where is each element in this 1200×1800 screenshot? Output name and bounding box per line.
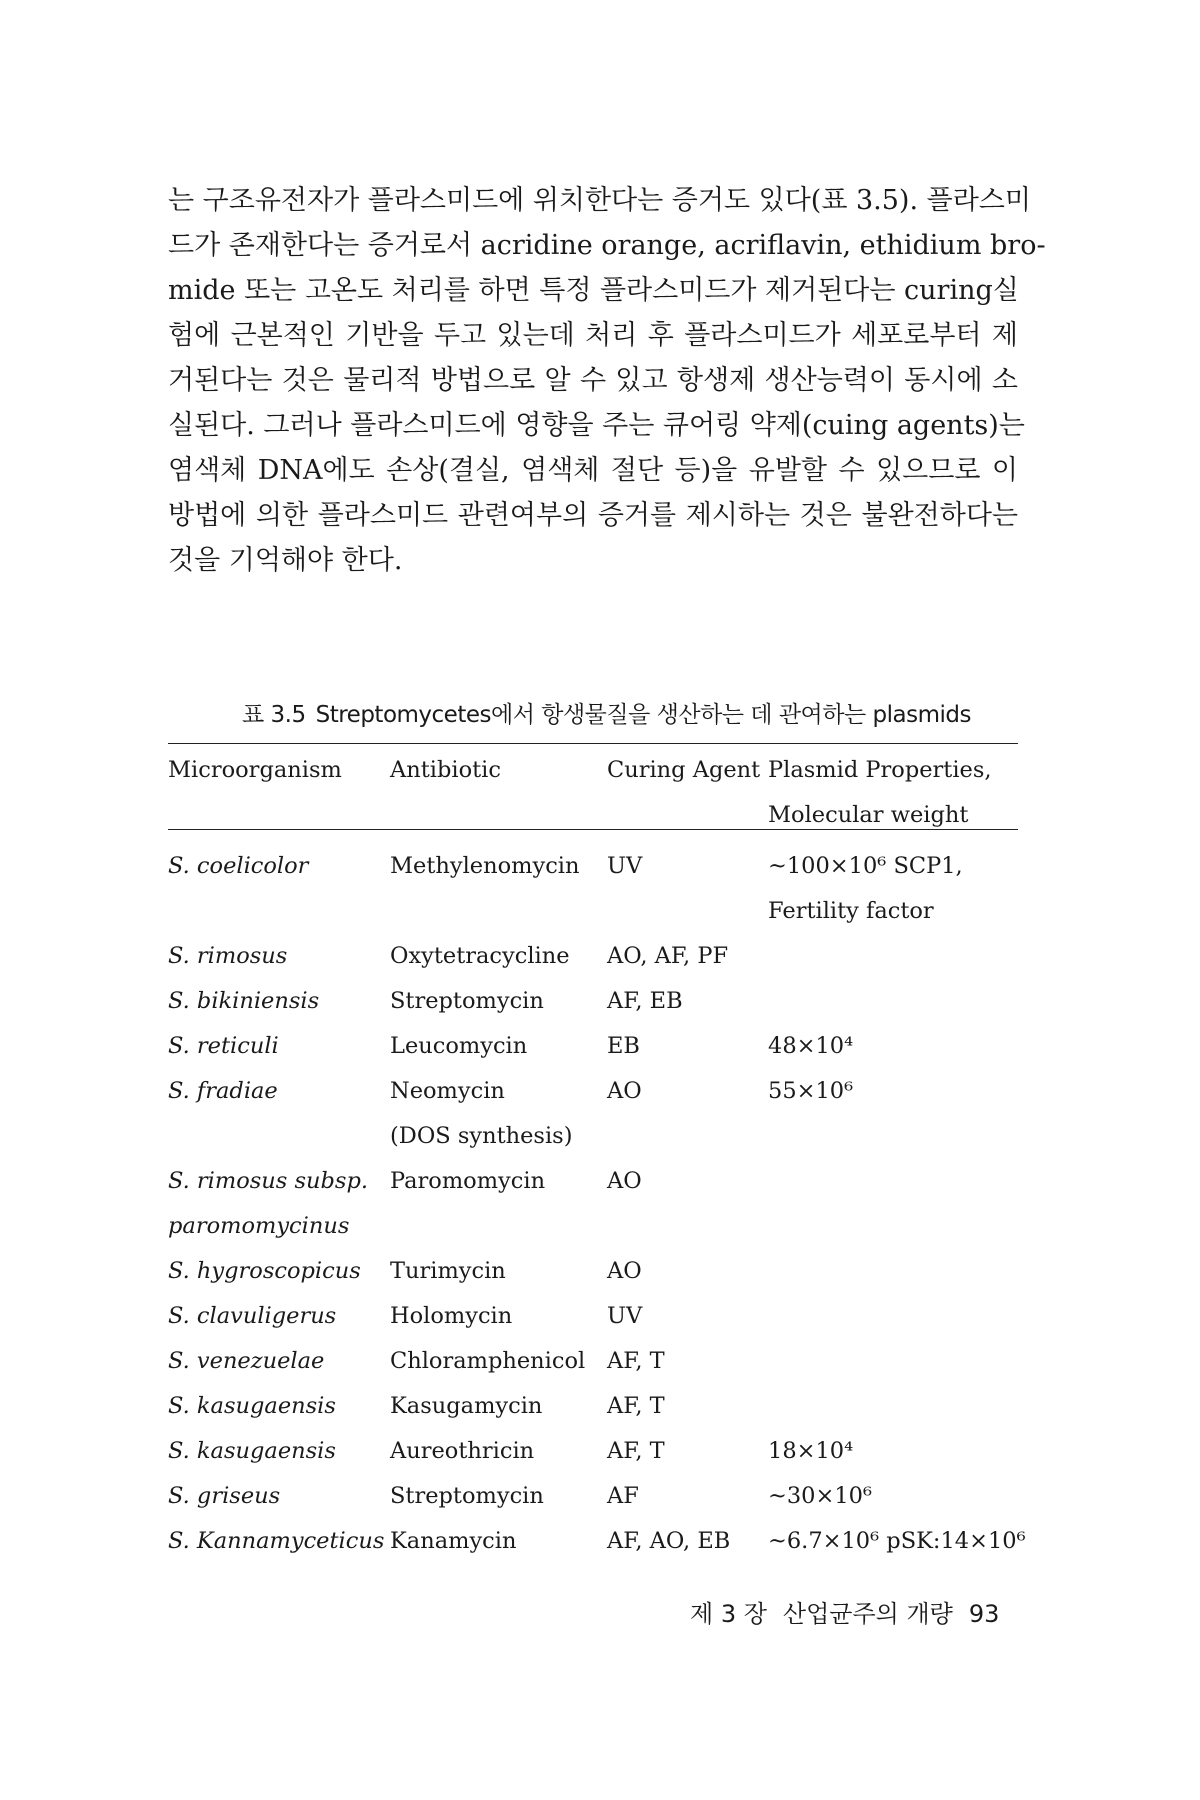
paragraph-line: 염색체 DNA에도 손상(결실, 염색체 절단 등)을 유발할 수 있으므로 이 [168,455,1018,486]
cell-plasmid [768,1114,1018,1159]
paragraph-line: 는 구조유전자가 플라스미드에 위치한다는 증거도 있다(표 3.5). 플라스미 [168,185,1031,216]
cell-organism: S. clavuligerus [168,1303,337,1329]
table-top-rule [168,743,1018,744]
header-curing-agent: Curing Agent [607,757,761,783]
cell-organism [168,1114,390,1159]
cell-antibiotic: Kanamycin [390,1528,517,1554]
cell-plasmid [768,934,1018,979]
paragraph-line: 험에 근본적인 기반을 두고 있는데 처리 후 플라스미드가 세포로부터 제 [168,320,1018,351]
cell-plasmid [768,1204,1018,1249]
header-plasmid-line2: Molecular weight [768,802,969,828]
cell-antibiotic: Holomycin [390,1303,513,1329]
cell-antibiotic: Turimycin [390,1258,506,1284]
cell-organism: S. griseus [168,1483,281,1509]
cell-curing-agent: AF, T [607,1438,665,1464]
footer-title: 산업균주의 개량 [782,1600,953,1628]
body-paragraph [168,178,1046,583]
cell-organism [168,889,390,934]
cell-plasmid [768,1159,1018,1204]
cell-curing-agent: UV [607,1303,643,1329]
cell-organism: S. reticuli [168,1033,279,1059]
table-row [168,1024,1018,1069]
cell-plasmid [768,1249,1018,1294]
cell-antibiotic: (DOS synthesis) [390,1123,573,1149]
header-antibiotic: Antibiotic [390,757,501,783]
cell-antibiotic: Methylenomycin [390,853,580,879]
cell-plasmid: 18×10⁴ [768,1438,854,1464]
header-microorganism: Microorganism [168,757,342,783]
table-caption-number: 표 3.5 [242,702,306,728]
cell-curing-agent [607,889,768,934]
table-row [168,1159,1018,1204]
cell-curing-agent: AF [607,1483,639,1509]
plasmid-table [168,748,1026,1564]
cell-antibiotic: Leucomycin [390,1033,528,1059]
cell-plasmid [768,1339,1018,1384]
cell-antibiotic: Paromomycin [390,1168,546,1194]
table-row [168,838,1018,889]
cell-curing-agent: AF, AO, EB [607,1528,731,1554]
cell-organism: paromomycinus [168,1213,350,1239]
table-row [168,1429,1018,1474]
page-footer [690,1594,1015,1629]
cell-organism: S. rimosus subsp. [168,1168,369,1194]
cell-curing-agent: AF, T [607,1348,665,1374]
cell-antibiotic [390,1204,607,1249]
cell-organism: S. fradiae [168,1078,278,1104]
paragraph-line: 거된다는 것은 물리적 방법으로 알 수 있고 항생제 생산능력이 동시에 소 [168,365,1018,396]
table-row [168,1294,1018,1339]
cell-plasmid: 48×10⁴ [768,1033,854,1059]
cell-plasmid: Fertility factor [768,898,934,924]
cell-organism: S. Kannamyceticus [168,1528,385,1554]
header-plasmid-line1: Plasmid Properties, [768,757,992,783]
table-row [168,1069,1018,1114]
table-row [168,1384,1018,1429]
page-number: 93 [968,1600,1000,1628]
cell-plasmid [768,1384,1018,1429]
cell-organism: S. kasugaensis [168,1438,336,1464]
cell-curing-agent [607,1204,768,1249]
table-row [168,1519,1018,1564]
cell-curing-agent: AF, T [607,1393,665,1419]
cell-antibiotic: Neomycin [390,1078,505,1104]
cell-antibiotic: Streptomycin [390,1483,544,1509]
footer-chapter: 제 3 장 [690,1600,767,1628]
cell-organism: S. coelicolor [168,853,309,879]
cell-plasmid: 55×10⁶ [768,1078,854,1104]
cell-curing-agent: AF, EB [607,988,683,1014]
cell-organism: S. bikiniensis [168,988,320,1014]
cell-curing-agent: AO, AF, PF [607,943,729,969]
cell-curing-agent: AO [607,1168,642,1194]
cell-organism: S. venezuelae [168,1348,325,1374]
cell-antibiotic: Aureothricin [390,1438,535,1464]
cell-organism: S. kasugaensis [168,1393,336,1419]
paragraph-line: 드가 존재한다는 증거로서 acridine orange, acriflavin, ethidium bro- [168,230,1046,261]
cell-curing-agent: EB [607,1033,640,1059]
cell-plasmid: ~100×10⁶ SCP1, [768,853,963,879]
cell-plasmid [768,1294,1018,1339]
cell-plasmid: ~30×10⁶ [768,1483,872,1509]
cell-organism: S. rimosus [168,943,288,969]
cell-antibiotic: Kasugamycin [390,1393,543,1419]
paragraph-line: 것을 기억해야 한다. [168,545,403,576]
table-row [168,889,1018,934]
cell-antibiotic: Streptomycin [390,988,544,1014]
header-plasmid-properties [768,748,1018,838]
table-row [168,1339,1018,1384]
cell-organism: S. hygroscopicus [168,1258,361,1284]
table-row [168,934,1018,979]
cell-plasmid: ~6.7×10⁶ pSK:14×10⁶ [768,1528,1026,1554]
table-row [168,979,1018,1024]
paragraph-line: 방법에 의한 플라스미드 관련여부의 증거를 제시하는 것은 불완전하다는 [168,500,1018,531]
cell-antibiotic: Oxytetracycline [390,943,570,969]
table-caption [242,696,1002,729]
cell-antibiotic [390,889,607,934]
cell-curing-agent: AO [607,1258,642,1284]
paragraph-line: 실된다. 그러나 플라스미드에 영향을 주는 큐어링 약제(cuing agents)는 [168,410,1025,441]
table-caption-text: Streptomycetes에서 항생물질을 생산하는 데 관여하는 plasmids [315,702,971,728]
table-row [168,1474,1018,1519]
table-row [168,1114,1018,1159]
cell-plasmid [768,979,1018,1024]
table-row [168,1204,1018,1249]
cell-curing-agent [607,1114,768,1159]
paragraph-line: mide 또는 고온도 처리를 하면 특정 플라스미드가 제거된다는 curing실 [168,275,1019,306]
cell-curing-agent: AO [607,1078,642,1104]
cell-antibiotic: Chloramphenicol [390,1348,586,1374]
cell-curing-agent: UV [607,853,643,879]
table-header-row [168,748,1018,838]
table-row [168,1249,1018,1294]
